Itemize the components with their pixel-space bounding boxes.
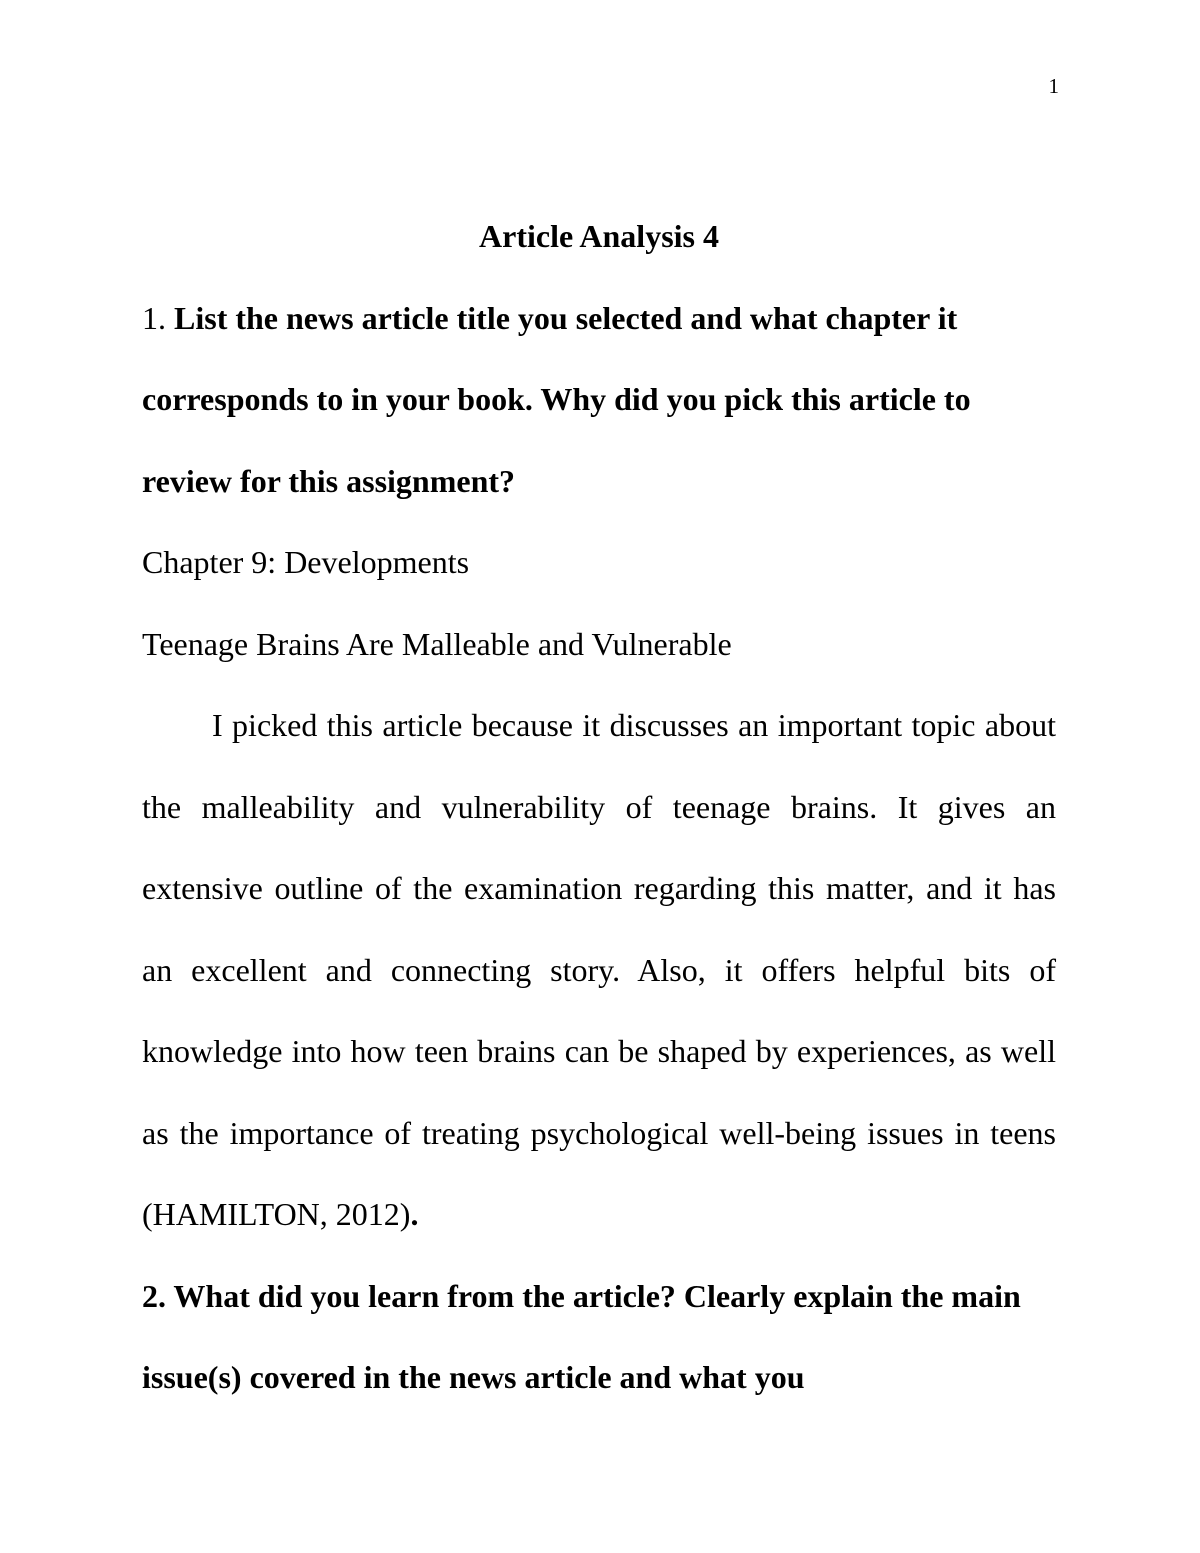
- question-2-text: 2. What did you learn from the article? Clearly explain the main issue(s) covered in the news article and what you: [142, 1277, 1021, 1395]
- article-title-line: Teenage Brains Are Malleable and Vulnerable: [142, 625, 732, 662]
- answer-1-end-punctuation: .: [410, 1196, 419, 1232]
- document-title: Article Analysis 4: [479, 218, 719, 254]
- document-body: [142, 196, 1056, 1419]
- chapter-line: Chapter 9: Developments: [142, 544, 470, 580]
- answer-1-paragraph: [142, 685, 1056, 1256]
- question-1-number: 1.: [142, 299, 174, 336]
- question-2: [142, 1256, 1056, 1419]
- question-1-text: List the news article title you selected and what chapter it corresponds to in your book. Why did you pick this article to review for this assignment?: [142, 299, 971, 499]
- page-number: 1: [1048, 74, 1059, 98]
- answer-1-text: I picked this article because it discusses an important topic about the malleability and vulnerability of teenage brains. It gives an extensive outline of the examination regarding this matter, and it has an excellent and connecting story. Also, it offers helpful bits of knowledge into how teen brains can be shaped by experiences, as well as the importance of treating psychological well-being issues in teens (HAMILTON, 2012): [142, 707, 1056, 1232]
- question-1: [142, 278, 1056, 523]
